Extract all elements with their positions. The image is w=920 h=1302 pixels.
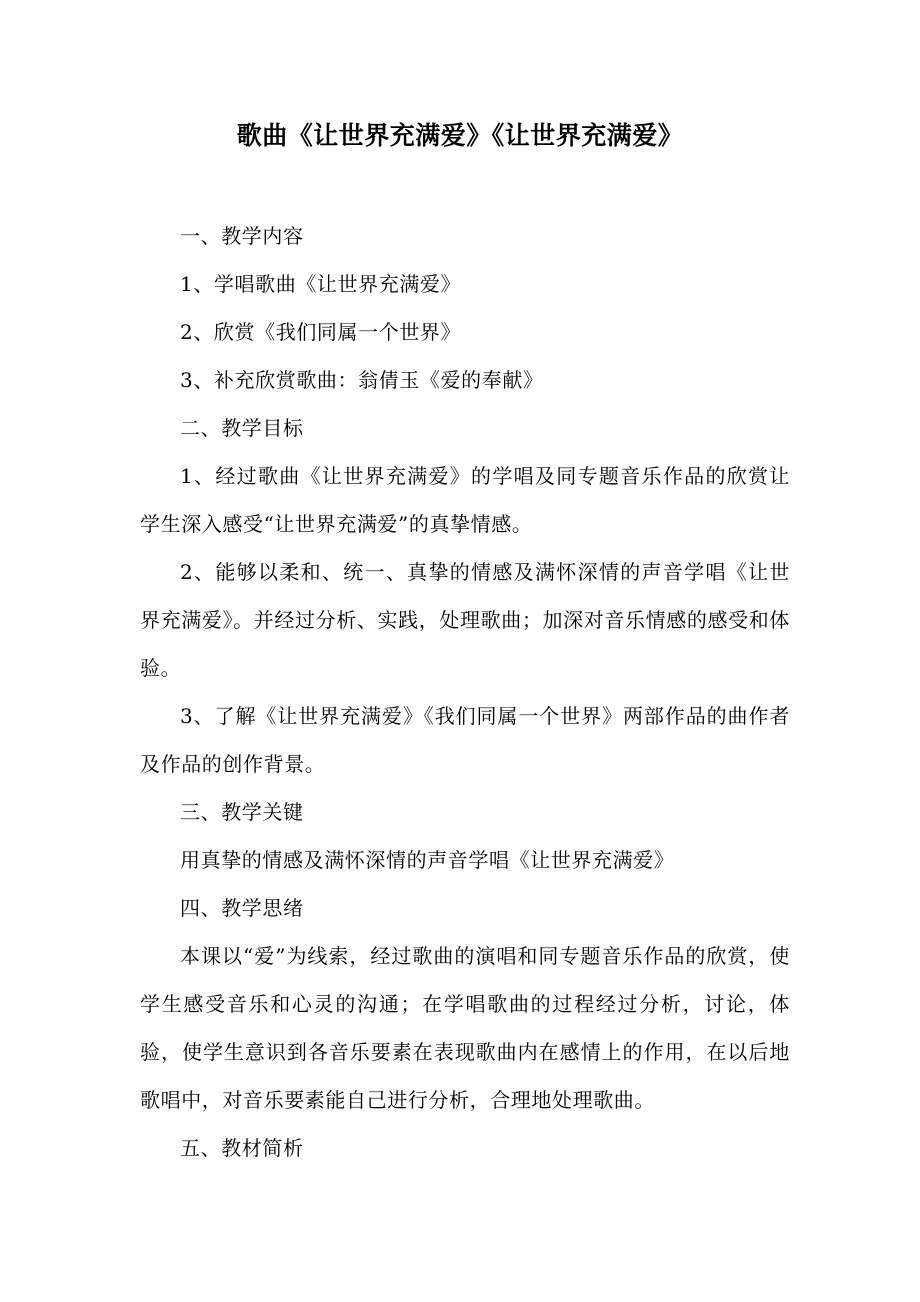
goal-item-1: 1、经过歌曲《让世界充满爱》的学唱及同专题音乐作品的欣赏让学生深入感受“让世界充满爱”的真挚情感。 <box>140 464 790 536</box>
section-heading-approach: 四、教学思绪 <box>180 896 304 920</box>
content-item-2: 2、欣赏《我们同属一个世界》 <box>180 320 462 344</box>
document-body <box>140 212 790 1172</box>
section-heading-analysis: 五、教材简析 <box>180 1136 304 1160</box>
approach-paragraph: 本课以“爱”为线索，经过歌曲的演唱和同专题音乐作品的欣赏，使学生感受音乐和心灵的沟通；在学唱歌曲的过程经过分析，讨论，体验，使学生意识到各音乐要素在表现歌曲内在感情上的作用，在以后地歌唱中，对音乐要素能自己进行分析，合理地处理歌曲。 <box>140 944 790 1112</box>
goal-item-2: 2、能够以柔和、统一、真挚的情感及满怀深情的声音学唱《让世界充满爱》。并经过分析、实践，处理歌曲；加深对音乐情感的感受和体验。 <box>140 560 790 680</box>
goal-item-3: 3、了解《让世界充满爱》《我们同属一个世界》两部作品的曲作者及作品的创作背景。 <box>140 704 790 776</box>
document-title: 歌曲《让世界充满爱》《让世界充满爱》 <box>236 121 684 150</box>
content-item-3: 3、补充欣赏歌曲：翁倩玉《爱的奉献》 <box>180 368 544 392</box>
content-item-1: 1、学唱歌曲《让世界充满爱》 <box>180 272 462 296</box>
key-paragraph: 用真挚的情感及满怀深情的声音学唱《让世界充满爱》 <box>180 848 675 872</box>
section-heading-goals: 二、教学目标 <box>180 416 304 440</box>
section-heading-key: 三、教学关键 <box>180 800 304 824</box>
section-heading-content: 一、教学内容 <box>180 224 304 248</box>
